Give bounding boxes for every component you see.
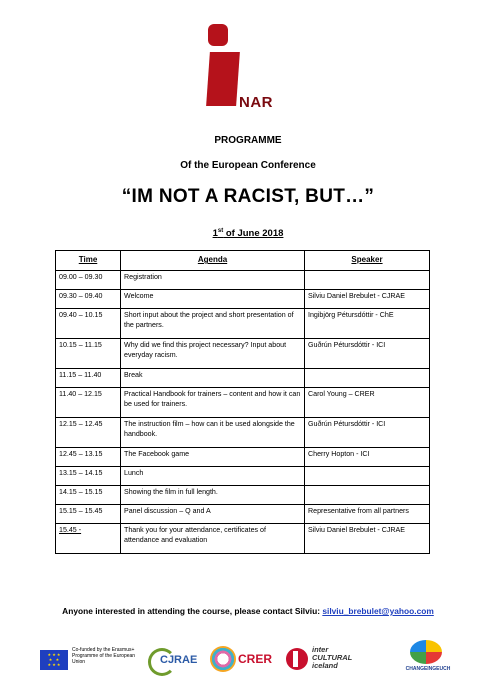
- conference-title: “IM NOT A RACIST, BUT…”: [121, 186, 375, 207]
- programme-heading: PROGRAMME: [214, 135, 282, 146]
- speaker-cell: Guðrún Pétursdóttir - ICI: [305, 339, 430, 369]
- agenda-cell: Welcome: [121, 290, 305, 309]
- table-row: [56, 309, 430, 339]
- ici-logo-text: inter CULTURAL iceland: [312, 645, 353, 670]
- speaker-cell: Cherry Hopton - ICI: [305, 448, 430, 467]
- header-time: Time: [56, 251, 121, 271]
- table-row: [56, 271, 430, 290]
- speaker-cell: [305, 486, 430, 505]
- agenda-cell: Why did we find this project necessary? Input about everyday racism.: [121, 339, 305, 369]
- time-cell: 15.15 – 15.45: [56, 505, 121, 524]
- eu-flag-icon: ★ ★ ★ ★ ★ ★ ★ ★: [40, 650, 68, 670]
- crer-logo: [210, 644, 280, 676]
- conference-date: 1st of June 2018: [212, 228, 284, 240]
- agenda-cell: Showing the film in full length.: [121, 486, 305, 505]
- logo-dot: [208, 24, 228, 46]
- agenda-cell: Practical Handbook for trainers – content and how it can be used for trainers.: [121, 388, 305, 418]
- ici-logo: [286, 644, 382, 676]
- time-cell: 09.30 – 09.40: [56, 290, 121, 309]
- agenda-table: [55, 250, 430, 554]
- speaker-cell: [305, 271, 430, 290]
- agenda-cell: Short input about the project and short presentation of the partners.: [121, 309, 305, 339]
- crer-flower-icon: [210, 646, 236, 672]
- speaker-cell: [305, 467, 430, 486]
- inar-logo: [202, 24, 302, 116]
- time-cell: 10.15 – 11.15: [56, 339, 121, 369]
- cjrae-logo-text: CJRAE: [160, 654, 198, 666]
- table-row: [56, 486, 430, 505]
- time-cell: 12.15 – 12.45: [56, 418, 121, 448]
- partner-logos: [40, 640, 460, 680]
- time-cell: 09.40 – 10.15: [56, 309, 121, 339]
- table-row: [56, 369, 430, 388]
- time-cell: 11.15 – 11.40: [56, 369, 121, 388]
- speaker-cell: Silviu Daniel Brebulet - CJRAE: [305, 290, 430, 309]
- crer-logo-text: CRER: [238, 652, 273, 666]
- contact-line: [0, 606, 496, 616]
- agenda-cell: Panel discussion – Q and A: [121, 505, 305, 524]
- changeingeuch-logo: [396, 640, 460, 678]
- agenda-cell: Break: [121, 369, 305, 388]
- time-cell: 12.45 – 13.15: [56, 448, 121, 467]
- agenda-cell: Thank you for your attendance, certificates of attendance and evaluation: [121, 524, 305, 554]
- time-cell: 13.15 – 14.15: [56, 467, 121, 486]
- time-cell: 15.45 -: [56, 524, 121, 554]
- time-cell: 11.40 – 12.15: [56, 388, 121, 418]
- header-agenda: Agenda: [121, 251, 305, 271]
- table-row: [56, 339, 430, 369]
- contact-text: Anyone interested in attending the course, please contact Silviu:: [62, 606, 323, 616]
- agenda-cell: The Facebook game: [121, 448, 305, 467]
- logo-stem: [206, 52, 240, 106]
- table-header-row: [56, 251, 430, 271]
- speaker-cell: Representative from all partners: [305, 505, 430, 524]
- speaker-cell: Carol Young – CRER: [305, 388, 430, 418]
- agenda-cell: The instruction film – how can it be used alongside the handbook.: [121, 418, 305, 448]
- speaker-cell: Silviu Daniel Brebulet - CJRAE: [305, 524, 430, 554]
- table-row: [56, 418, 430, 448]
- ici-mark-icon: [286, 648, 308, 670]
- hands-circle-icon: [410, 640, 442, 664]
- logo-text: NAR: [239, 94, 273, 111]
- table-row: [56, 448, 430, 467]
- speaker-cell: [305, 369, 430, 388]
- contact-email-link[interactable]: silviu_brebulet@yahoo.com: [322, 606, 434, 616]
- time-cell: 14.15 – 15.15: [56, 486, 121, 505]
- cjrae-logo: [148, 646, 198, 674]
- header-speaker: Speaker: [305, 251, 430, 271]
- changeingeuch-logo-text: CHANGEINGEUCH: [405, 666, 451, 672]
- time-cell: 09.00 – 09.30: [56, 271, 121, 290]
- table-row: [56, 290, 430, 309]
- speaker-cell: Guðrún Pétursdóttir - ICI: [305, 418, 430, 448]
- agenda-cell: Lunch: [121, 467, 305, 486]
- agenda-cell: Registration: [121, 271, 305, 290]
- table-row: [56, 467, 430, 486]
- table-row: [56, 388, 430, 418]
- table-row: [56, 505, 430, 524]
- conference-heading: Of the European Conference: [180, 160, 316, 171]
- table-row: [56, 524, 430, 554]
- eu-funding-text: Co-funded by the Erasmus+ Programme of the European Union: [72, 647, 136, 665]
- speaker-cell: Ingibjörg Pétursdóttir - ChE: [305, 309, 430, 339]
